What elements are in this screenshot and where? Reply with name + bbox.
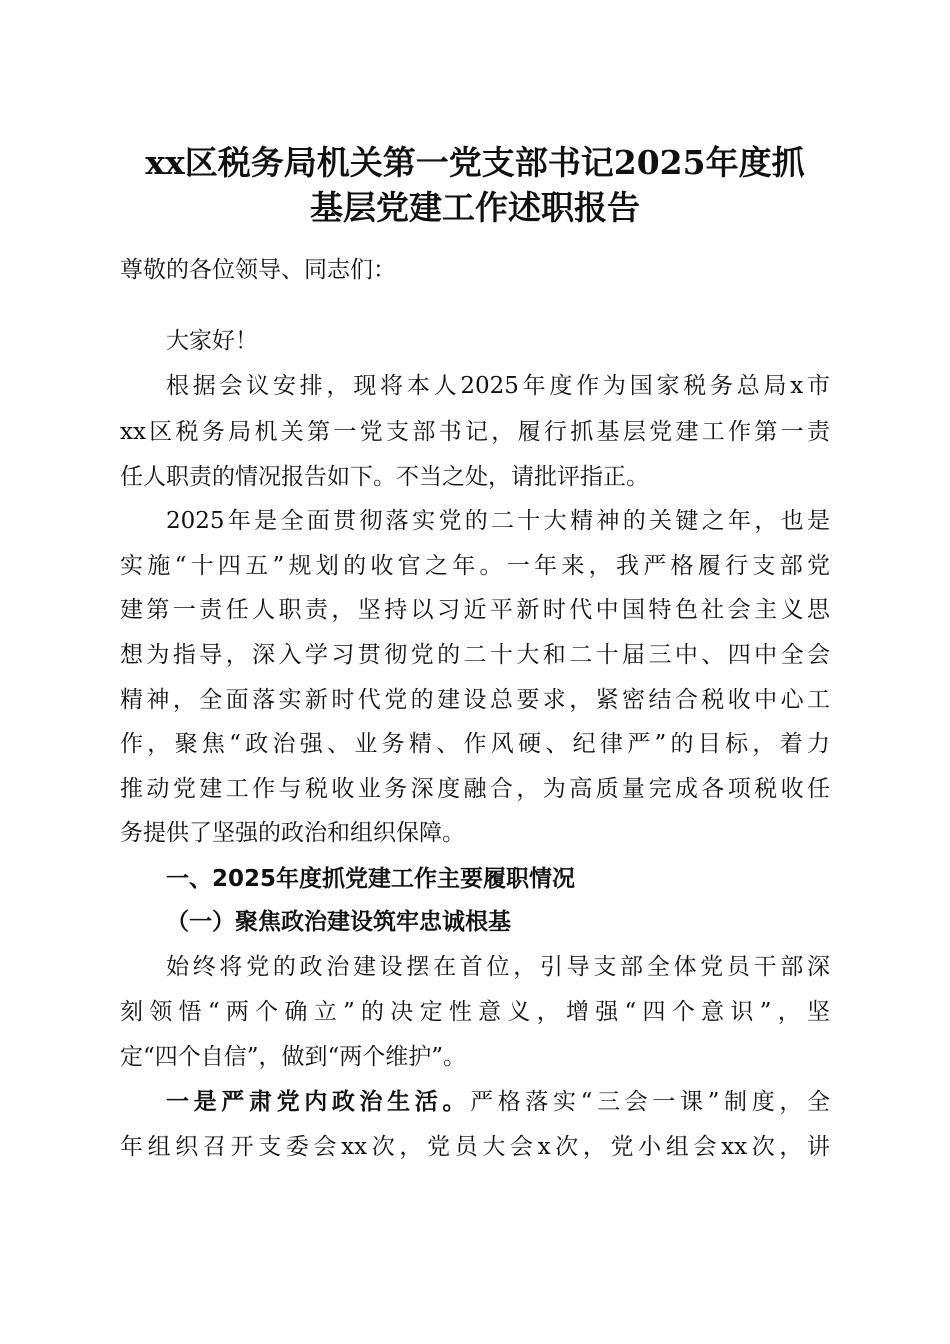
overview-line-8: 务提供了坚强的政治和组织保障。: [120, 820, 465, 846]
overview-line-1: 2025年是全面贯彻落实党的二十大精神的关键之年，也是: [166, 508, 830, 534]
salutation: 尊敬的各位领导、同志们：: [120, 257, 396, 283]
overview-line-7: 推动党建工作与税收业务深度融合，为高质量完成各项税收任: [120, 776, 830, 802]
overview-line-4: 想为指导，深入学习贯彻党的二十大和二十届三中、四中全会: [120, 642, 830, 668]
subsection-1-line-3: 定“四个自信”，做到“两个维护”。: [120, 1044, 467, 1070]
overview-line-2: 实施“十四五”规划的收官之年。一年来，我严格履行支部党: [120, 553, 830, 579]
subsection-1-line-2: 刻领悟“两个确立”的决定性意义，增强“四个意识”，坚: [120, 999, 830, 1025]
intro-line-1: 根据会议安排，现将本人2025年度作为国家税务总局x市: [166, 373, 830, 399]
item-1-line-1: [166, 1086, 830, 1118]
overview-line-5: 精神，全面落实新时代党的建设总要求，紧密结合税收中心工: [120, 687, 830, 713]
section-1-heading: 一、2025年度抓党建工作主要履职情况: [166, 866, 576, 892]
overview-line-6: 作，聚焦“政治强、业务精、作风硬、纪律严”的目标，着力: [120, 731, 830, 757]
intro-line-2: xx区税务局机关第一党支部书记，履行抓基层党建工作第一责: [120, 419, 830, 445]
subsection-1-heading: （一）聚焦政治建设筑牢忠诚根基: [166, 908, 511, 935]
item-1-line-1-rest: 严格落实“三会一课”制度，全: [470, 1089, 830, 1115]
document-title-line-1: xx区税务局机关第一党支部书记2025年度抓: [145, 143, 805, 182]
item-1-lead: 一是严肃党内政治生活。: [166, 1088, 471, 1115]
subsection-1-line-1: 始终将党的政治建设摆在首位，引导支部全体党员干部深: [166, 954, 830, 980]
document-title-line-2: 基层党建工作述职报告: [310, 188, 640, 227]
overview-line-3: 建第一责任人职责，坚持以习近平新时代中国特色社会主义思: [120, 597, 830, 623]
item-1-line-2: 年组织召开支委会xx次，党员大会x次，党小组会xx次，讲: [120, 1134, 830, 1160]
greeting: 大家好！: [166, 328, 258, 354]
intro-line-3: 任人职责的情况报告如下。不当之处，请批评指正。: [120, 464, 649, 490]
